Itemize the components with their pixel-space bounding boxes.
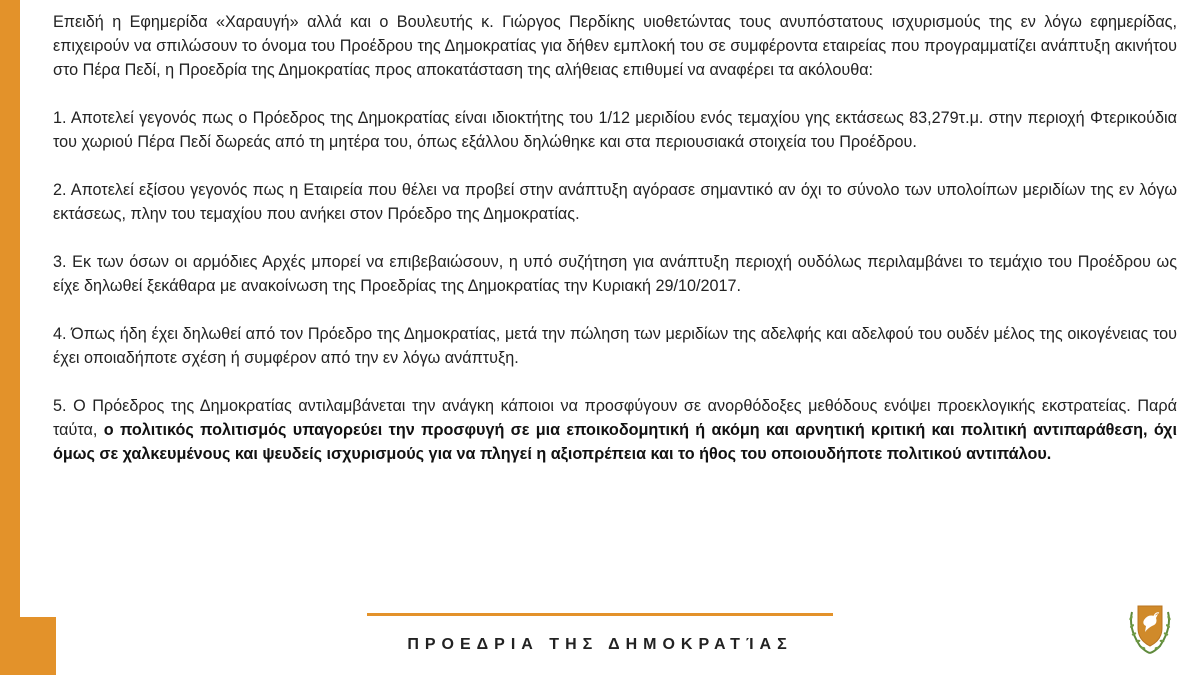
statement-point-5-text: 5. Ο Πρόεδρος της Δημοκρατίας αντιλαμβάνεται την ανάγκη κάποιοι να προσφύγουν σε ανορθόδοξες μεθόδους ενόψει προεκλογικής εκστρατείας. Παρά ταύτα,	[53, 397, 1177, 439]
statement-body	[53, 10, 1177, 490]
cyprus-coat-of-arms-icon	[1118, 598, 1182, 662]
statement-point-3: 3. Εκ των όσων οι αρμόδιες Αρχές μπορεί να επιβεβαιώσουν, η υπό συζήτηση για ανάπτυξη περιοχή ουδόλως περιλαμβάνει το τεμάχιο του Προέδρου ως είχε δηλωθεί ξεκάθαρα με ανακοίνωση της Προεδρίας της Δημοκρατίας την Κυριακή 29/10/2017.	[53, 253, 1177, 295]
statement-intro: Επειδή η Εφημερίδα «Χαραυγή» αλλά και ο Βουλευτής κ. Γιώργος Περδίκης υιοθετώντας τους ανυπόστατους ισχυρισμούς της εν λόγω εφημερίδας, επιχειρούν να σπιλώσουν το όνομα του Προέδρου της Δημοκρατίας για δήθεν εμπλοκή του σε συμφέροντα εταιρείας που προγραμματίζει ανάπτυξη ακινήτου στο Πέρα Πεδί, η Προεδρία της Δημοκρατίας προς αποκατάσταση της αλήθειας επιθυμεί να αναφέρει τα ακόλουθα:	[53, 13, 1177, 79]
footer-divider	[367, 613, 833, 616]
statement-point-5-emphasis: ο πολιτικός πολιτισμός υπαγορεύει την προσφυγή σε μια εποικοδομητική ή ακόμη και αρνητική κριτική και πολιτική αντιπαράθεση, όχι όμως σε χαλκευμένους και ψευδείς ισχυρισμούς για να πληγεί η αξιοπρέπεια και το ήθος του οποιουδήποτε πολιτικού αντιπάλου.	[53, 421, 1177, 463]
accent-side-bar	[0, 0, 20, 675]
accent-corner-block	[0, 617, 56, 675]
statement-point-4: 4. Όπως ήδη έχει δηλωθεί από τον Πρόεδρο της Δημοκρατίας, μετά την πώληση των μεριδίων της αδελφής και αδελφού του ουδέν μέλος της οικογένειας του έχει οποιαδήποτε σχέση ή συμφέρον από την εν λόγω ανάπτυξη.	[53, 325, 1177, 367]
statement-point-5	[53, 394, 1177, 466]
footer-title: ΠΡΟΕΔΡΙΑ ΤΗΣ ΔΗΜΟΚΡΑΤΊΑΣ	[407, 636, 793, 653]
statement-point-2: 2. Αποτελεί εξίσου γεγονός πως η Εταιρεία που θέλει να προβεί στην ανάπτυξη αγόρασε σημαντικό αν όχι το σύνολο των υπολοίπων μεριδίων της εν λόγω εκτάσεως, πλην του τεμαχίου που ανήκει στον Πρόεδρο της Δημοκρατίας.	[53, 181, 1177, 223]
statement-point-1: 1. Αποτελεί γεγονός πως ο Πρόεδρος της Δημοκρατίας είναι ιδιοκτήτης του 1/12 μεριδίου ενός τεμαχίου γης εκτάσεως 83,279τ.μ. στην περιοχή Φτερικούδια του χωριού Πέρα Πεδί δωρεάς από τη μητέρα του, όπως εξάλλου δηλώθηκε και στα περιουσιακά στοιχεία του Προέδρου.	[53, 109, 1177, 151]
